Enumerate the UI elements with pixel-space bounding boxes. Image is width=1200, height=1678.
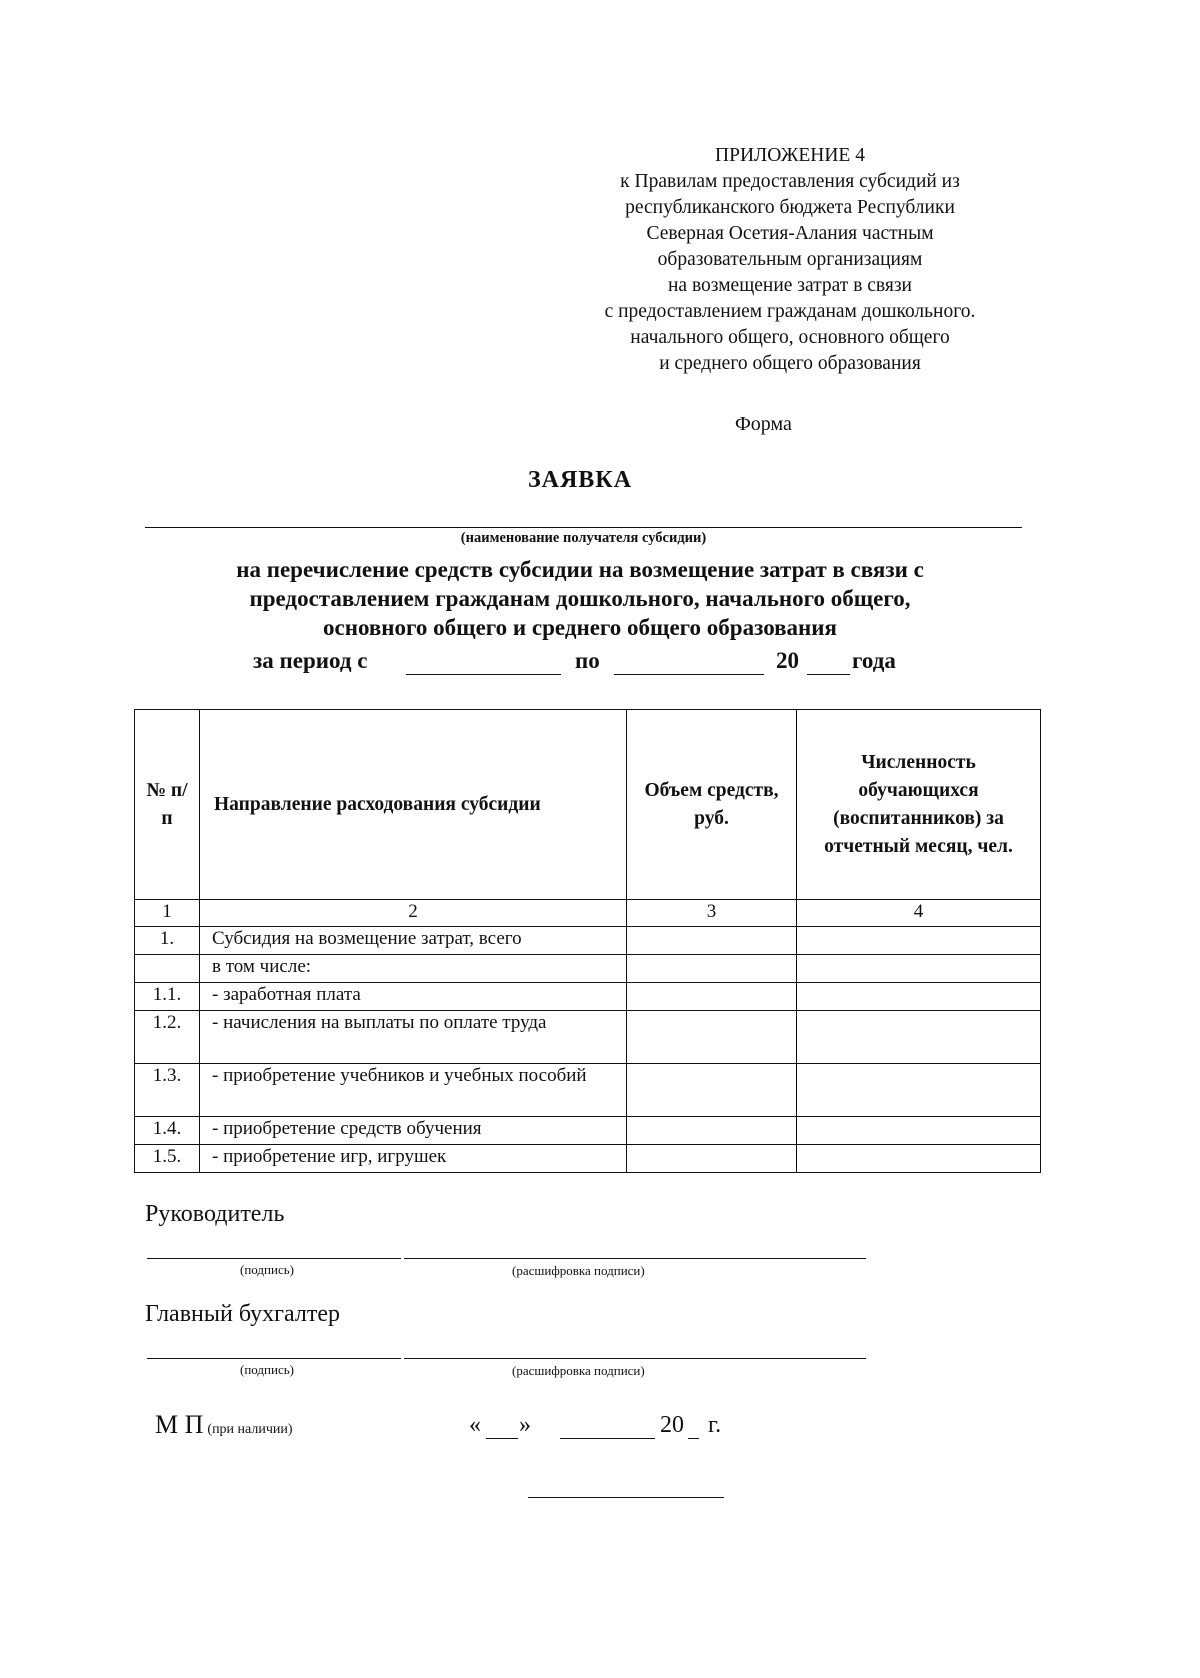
accountant-signature-line[interactable]	[147, 1358, 401, 1359]
stamp-note: (при наличии)	[207, 1422, 293, 1437]
period-prefix: за период с	[253, 648, 368, 673]
amount-cell[interactable]	[627, 1064, 797, 1117]
column-number: 2	[200, 900, 627, 927]
date-day-blank[interactable]	[486, 1438, 518, 1439]
row-text: в том числе:	[200, 955, 627, 983]
column-number: 1	[135, 900, 200, 927]
appendix-line: республиканского бюджета Республики	[625, 197, 955, 218]
appendix-line: Северная Осетия-Алания частным	[646, 223, 934, 244]
stamp-label: М П	[155, 1410, 204, 1439]
table-header-row	[135, 710, 1041, 900]
appendix-line: с предоставлением гражданам дошкольного.	[604, 301, 976, 322]
subsidy-table	[134, 709, 1041, 1173]
row-number: 1.1.	[135, 983, 200, 1011]
amount-cell[interactable]	[627, 955, 797, 983]
amount-cell[interactable]	[627, 983, 797, 1011]
head-decoding-caption: (расшифровка подписи)	[512, 1263, 645, 1278]
header-count: Численность обучающихся (воспитанников) за отчетный месяц, чел.	[797, 710, 1041, 900]
accountant-decoding-caption: (расшифровка подписи)	[512, 1363, 645, 1378]
amount-cell[interactable]	[627, 1117, 797, 1145]
stamp-block	[155, 1410, 293, 1440]
count-cell[interactable]	[797, 1064, 1041, 1117]
end-rule	[528, 1497, 724, 1498]
row-text: - приобретение игр, игрушек	[200, 1145, 627, 1173]
table-row	[135, 1064, 1041, 1117]
row-text: - начисления на выплаты по оплате труда	[200, 1011, 627, 1064]
row-text: - заработная плата	[200, 983, 627, 1011]
accountant-decoding-line[interactable]	[404, 1358, 866, 1359]
row-text: Субсидия на возмещение затрат, всего	[200, 927, 627, 955]
count-cell[interactable]	[797, 1145, 1041, 1173]
appendix-line: ПРИЛОЖЕНИЕ 4	[715, 145, 865, 166]
row-number	[135, 955, 200, 983]
table-row	[135, 1117, 1041, 1145]
date-year-blank[interactable]	[688, 1438, 699, 1439]
date-year-suffix: г.	[708, 1412, 722, 1438]
amount-cell[interactable]	[627, 1011, 797, 1064]
row-number: 1.5.	[135, 1145, 200, 1173]
column-number: 4	[797, 900, 1041, 927]
recipient-caption: (наименование получателя субсидии)	[460, 530, 707, 546]
amount-cell[interactable]	[627, 927, 797, 955]
row-number: 1.2.	[135, 1011, 200, 1064]
row-number: 1.3.	[135, 1064, 200, 1117]
appendix-line: образовательным организациям	[657, 249, 923, 270]
purpose-line: на перечисление средств субсидии на возмещение затрат в связи с	[236, 557, 924, 582]
appendix-block	[550, 143, 1030, 377]
date-year-prefix: 20	[660, 1412, 684, 1438]
head-signature-line[interactable]	[147, 1258, 401, 1259]
count-cell[interactable]	[797, 1117, 1041, 1145]
count-cell[interactable]	[797, 1011, 1041, 1064]
table-row	[135, 955, 1041, 983]
amount-cell[interactable]	[627, 1145, 797, 1173]
accountant-signature-caption: (подпись)	[240, 1362, 294, 1377]
row-number: 1.	[135, 927, 200, 955]
header-direction: Направление расходования субсидии	[200, 710, 627, 900]
head-signature-caption: (подпись)	[240, 1262, 294, 1277]
count-cell[interactable]	[797, 927, 1041, 955]
appendix-line: и среднего общего образования	[659, 353, 921, 374]
count-cell[interactable]	[797, 955, 1041, 983]
table-row	[135, 983, 1041, 1011]
purpose-block	[80, 555, 1080, 642]
date-close-quote: »	[519, 1412, 531, 1438]
period-to-label: по	[575, 648, 600, 673]
date-month-blank[interactable]	[560, 1438, 655, 1439]
column-number: 3	[627, 900, 797, 927]
head-decoding-line[interactable]	[404, 1258, 866, 1259]
row-text: - приобретение учебников и учебных пособий	[200, 1064, 627, 1117]
head-label: Руководитель	[145, 1201, 285, 1227]
form-label: Форма	[735, 413, 792, 435]
purpose-line: предоставлением гражданам дошкольного, начального общего,	[249, 586, 911, 611]
header-num: № п/п	[135, 710, 200, 900]
table-row	[135, 1145, 1041, 1173]
period-year-prefix: 20	[776, 648, 799, 673]
appendix-line: на возмещение затрат в связи	[668, 275, 912, 296]
period-year-blank	[807, 674, 850, 675]
period-to-blank	[614, 674, 764, 675]
purpose-line: основного общего и среднего общего образования	[323, 615, 837, 640]
table-row	[135, 927, 1041, 955]
appendix-line: начального общего, основного общего	[630, 327, 950, 348]
period-from-blank	[406, 674, 561, 675]
header-amount: Объем средств, руб.	[627, 710, 797, 900]
count-cell[interactable]	[797, 983, 1041, 1011]
period-year-suffix: года	[852, 648, 896, 673]
row-number: 1.4.	[135, 1117, 200, 1145]
column-number-row	[135, 900, 1041, 927]
row-text: - приобретение средств обучения	[200, 1117, 627, 1145]
appendix-line: к Правилам предоставления субсидий из	[620, 171, 960, 192]
recipient-name-line	[145, 527, 1022, 528]
table-row	[135, 1011, 1041, 1064]
date-open-quote: «	[469, 1412, 481, 1438]
chief-accountant-label: Главный бухгалтер	[145, 1301, 340, 1327]
document-title: ЗАЯВКА	[527, 467, 633, 493]
